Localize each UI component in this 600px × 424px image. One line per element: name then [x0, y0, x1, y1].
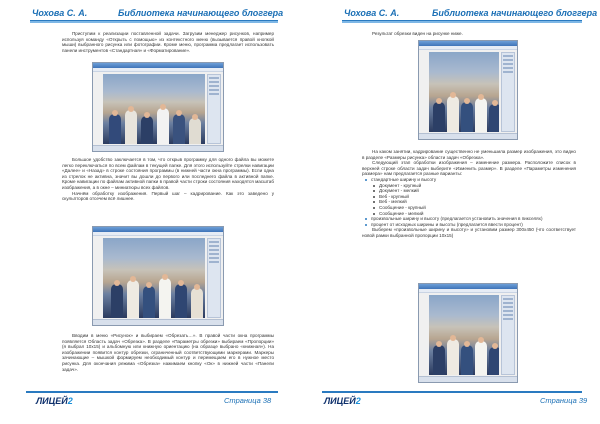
resize-task-pane: [501, 295, 515, 375]
left-header-rule-accent: [30, 21, 278, 23]
right-footer-rule: [322, 391, 582, 393]
status-bar: [419, 376, 517, 382]
logo-text: ЛИЦЕЙ: [36, 396, 68, 406]
list-item: стандартные ширину и высоту: [371, 177, 576, 183]
logo-text: ЛИЦЕЙ: [324, 396, 356, 406]
left-paragraph-2: [62, 157, 274, 202]
left-p3-text: Начнём обработку изображения. Первый шаг – кадрирование. Как это заведено у скульпторов отсечем всё лишнее.: [62, 190, 274, 202]
window-menubar: [93, 68, 223, 72]
list-item: Веб - крупный: [379, 194, 576, 200]
right-p2-text: На каком занятии, кадрирование существенно не уменьшила размер изображения, это видно в разделе «Размеры рисунка» области задач «Обрезка».: [362, 149, 576, 160]
right-sub-list: [362, 183, 576, 217]
right-p1-text: Результат обрезки виден на рисунке ниже.: [372, 31, 463, 36]
left-screenshot-2: [92, 226, 224, 326]
right-bullet-list-2: [362, 216, 576, 227]
left-page-number: Страница 38: [224, 396, 272, 405]
window-menubar: [419, 46, 517, 50]
right-header-author: Чохова С. А.: [344, 8, 400, 18]
right-screenshot-2: [418, 283, 518, 383]
list-item: произвольные ширину и высоту (предлагается установить значения в пикселях): [371, 216, 576, 222]
left-paragraph-1: [62, 31, 274, 53]
window-menubar: [419, 289, 517, 293]
left-header-title: Библиотека начинающего блоггера: [118, 8, 284, 18]
right-page: [300, 0, 600, 424]
thumbnail-strip: [103, 146, 205, 150]
left-p1-text: Приступим к реализации поставленной задачи. Загрузим менеджер рисунков, например используя команду «Открыть с помощью» из контекстного меню (вызывается правой кнопкой мыши) выбранного рисунка или фотографии. Кроме меню, программа предлагает использовать панели инструментов «Стандартная» и «Форматирование».: [62, 31, 274, 53]
classroom-photo: [103, 74, 205, 144]
right-logo: [324, 396, 361, 406]
task-pane: [501, 52, 515, 132]
list-item: Документ - мелкий: [379, 188, 576, 194]
crop-task-pane: [207, 238, 221, 318]
left-header-author: Чохова С. А.: [32, 8, 88, 18]
left-screenshot-1: [92, 62, 224, 152]
right-header-rule-accent: [342, 21, 582, 23]
list-item: Сообщение - мелкий: [379, 211, 576, 217]
classroom-photo: [429, 295, 499, 375]
right-header-title: Библиотека начинающего блоггера: [432, 8, 598, 18]
logo-number: 2: [355, 396, 361, 406]
right-p4-text: Выберем «произвольные ширину и высоту» и установим размер 300x450 (что соответствует новой рамки выбранной пропорции 10x15): [362, 227, 576, 238]
right-page-number: Страница 39: [540, 396, 588, 405]
right-p3-text: Следующий этап обработки изображения – изменение размера. Расположите список в верхней строке области задач выберите «Изменить размер». В разделе «Параметры изменения размера» нам предлагается разные варианты:: [362, 160, 576, 177]
left-paragraph-3: [62, 333, 274, 372]
window-menubar: [93, 232, 223, 236]
status-bar: [93, 319, 223, 325]
right-paragraph-1: [362, 31, 576, 37]
logo-number: 2: [67, 396, 73, 406]
classroom-photo: [429, 52, 499, 132]
classroom-photo: [103, 238, 205, 318]
left-logo: [36, 396, 73, 406]
status-bar: [419, 133, 517, 139]
list-item: Документ - крупный: [379, 183, 576, 189]
list-item: процент от исходных ширины и высоты (предлагается ввести процент): [371, 222, 576, 228]
right-screenshot-1: [418, 40, 518, 140]
list-item: Сообщение - крупный: [379, 205, 576, 211]
left-footer-rule: [26, 391, 278, 393]
right-paragraph-2: [362, 149, 576, 239]
task-pane: [207, 74, 221, 144]
list-item: Веб - мелкий: [379, 199, 576, 205]
left-p2-text: Большое удобство заключается в том, что открыв программу для одного файла вы можете легко переключаться по всем файлам в текущей папке. Для этого используйте стрелки навигации «Далее» и «Назад» в строке состояния программы (в нижней части окна программы). Если одна из стрелок не активна, значит вы дошли до первого или последнего файла в активной папке. Кроме навигации по файлам активной папки в правой части строки состояния находятся масштаб изображения, а в окне – миниатюры всех файлов.: [62, 157, 274, 190]
left-p4-text: Вводим в меню «Рисунок» и выбираем «Обрезать…». В правой части окна программы появляется Область задач «Обрезка». В разделе «Параметры обрезки» выбираем «Пропорции» (я выбрал 10x15) и альбомную или книжную ориентацию (на образце выбрано «книжная»). На изображении появится контур обрезки, ограниченный соответствующими маркерами. Маркеры зачинающие – мышкой формируем необходимый контур и перемещаем его в нужное место рисунка. Для окончания режима «Обрезка» нажимаем кнопку «Ок» в нижней части «Панели задач».: [62, 333, 274, 372]
